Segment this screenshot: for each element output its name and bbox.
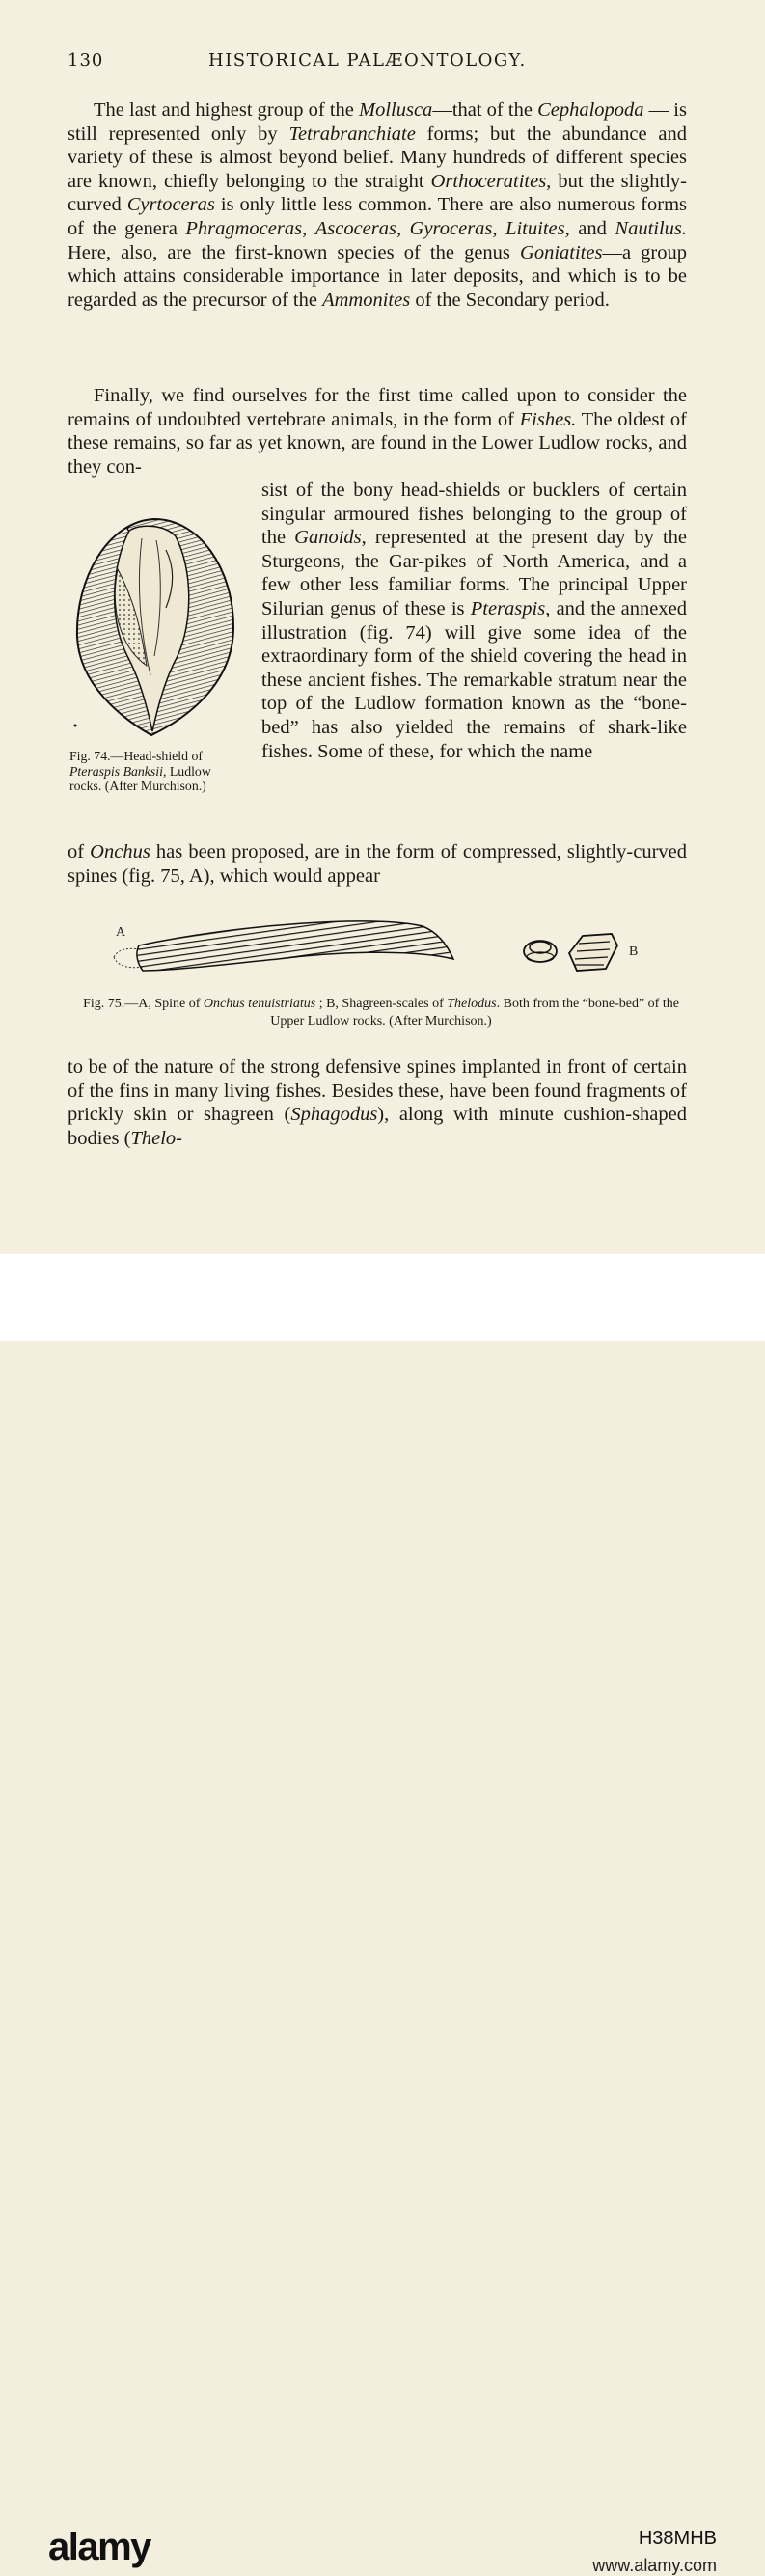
italic-term: Orthoceratites, bbox=[430, 170, 552, 192]
paragraph-spines: to be of the nature of the strong defensive spines implanted in front of certain of the fins in many living fishes. Besides these, have been found fragments of prickly skin or shagreen (Sphagodus), along with minute cushion-shaped bodies (Thelo- bbox=[68, 1056, 688, 1149]
thelodus-scale-small bbox=[524, 941, 557, 962]
italic-term: Gyroceras bbox=[409, 217, 493, 239]
fig75-label-b: B bbox=[629, 945, 639, 959]
paragraph-cephalopoda: The last and highest group of the Mollusca—that of the Cephalopoda — is still represented only by Tetrabranchiate forms; but the abundance and variety of these is almost beyond belief. Many hundreds of different species are known, chiefly belonging to the straight Orthoceratites, but the slightly-curved Cyrtoceras is only little less common. There are also numerous forms of the genera Phragmoceras, Ascoceras, Gyroceras, Lituites, and Nautilus. Here, also, are the first-known species of the genus Goniatites—a group which attains considerable importance in later deposits, and which is to be regarded as the precursor of the Ammonites of the Secondary period. bbox=[68, 99, 688, 311]
italic-term: Goniatites bbox=[520, 241, 603, 263]
italic-term: Nautilus. bbox=[615, 217, 688, 239]
italic-term: Phragmoceras bbox=[185, 217, 303, 239]
italic-term: Tetrabranchiate bbox=[288, 123, 416, 145]
paragraph-fishes-continued: of Onchus has been proposed, are in the form of compressed, slightly-curved spines (fig. 75, A), which would appear bbox=[68, 841, 687, 887]
italic-term: Sphagodus bbox=[290, 1104, 378, 1126]
book-page bbox=[0, 0, 765, 1254]
page-number: 130 bbox=[68, 50, 104, 70]
fig74-caption: Fig. 74.—Head-shield of Pteraspis Banksii, Ludlow rocks. (After Murchison.) bbox=[69, 749, 211, 793]
italic-term: Thelo- bbox=[130, 1127, 183, 1149]
image-id: H38MHB bbox=[638, 2528, 717, 2549]
alamy-logo: alamy bbox=[48, 2526, 150, 2568]
italic-term: Mollusca bbox=[359, 99, 433, 121]
thelodus-scale-large bbox=[569, 934, 617, 971]
stock-url: www.alamy.com bbox=[592, 2556, 717, 2575]
italic-term: Ascoceras bbox=[314, 217, 396, 239]
italic-term: Fishes. bbox=[519, 408, 577, 430]
italic-term: Lituites bbox=[505, 217, 565, 239]
italic-term: Cephalopoda bbox=[537, 99, 644, 121]
fig75-label-a: A bbox=[116, 925, 126, 940]
onchus-spine-and-thelodus-scales-illustration bbox=[104, 907, 644, 982]
italic-term: Ammonites bbox=[322, 288, 411, 311]
watermark-footer bbox=[0, 1254, 765, 2575]
italic-term: Ganoids bbox=[294, 527, 362, 549]
italic-term: Cyrtoceras bbox=[126, 194, 215, 216]
italic-term: Thelodus bbox=[447, 997, 497, 1011]
pteraspis-head-shield-illustration bbox=[69, 511, 239, 743]
fig75-caption: Fig. 75.—A, Spine of Onchus tenuistriatus ; B, Shagreen-scales of Thelodus. Both from the “bone-bed” of the Upper Ludlow rocks. (After Murchison.) bbox=[83, 997, 679, 1028]
italic-term: Onchus bbox=[90, 841, 150, 863]
paragraph-fishes-intro: Finally, we find ourselves for the first time called upon to consider the remains of undoubted vertebrate animals, in the form of Fishes. The oldest of these remains, so far as yet known, are found in the Lower Ludlow rocks, and they con- bbox=[68, 385, 687, 478]
italic-term: Pteraspis bbox=[470, 597, 546, 619]
italic-term: Pteraspis Banksii bbox=[69, 763, 163, 779]
paragraph-fishes-side-text: sist of the bony head-shields or bucklers of certain singular armoured fishes belonging to the group of the Ganoids, represented at the present day by the Sturgeons, the Gar-pikes of North America, and a few other less familiar forms. The principal Upper Silurian genus of these is Pteraspis, and the annexed illustration (fig. 74) will give some idea of the extraordinary form of the shield covering the head in these ancient fishes. The remarkable stratum near the top of the Ludlow formation known as the “bone-bed” has also yielded the remains of shark-like fishes. Some of these, for which the name bbox=[261, 480, 688, 762]
running-title: HISTORICAL PALÆONTOLOGY. bbox=[208, 50, 527, 70]
italic-term: Onchus tenuistriatus bbox=[203, 997, 316, 1011]
